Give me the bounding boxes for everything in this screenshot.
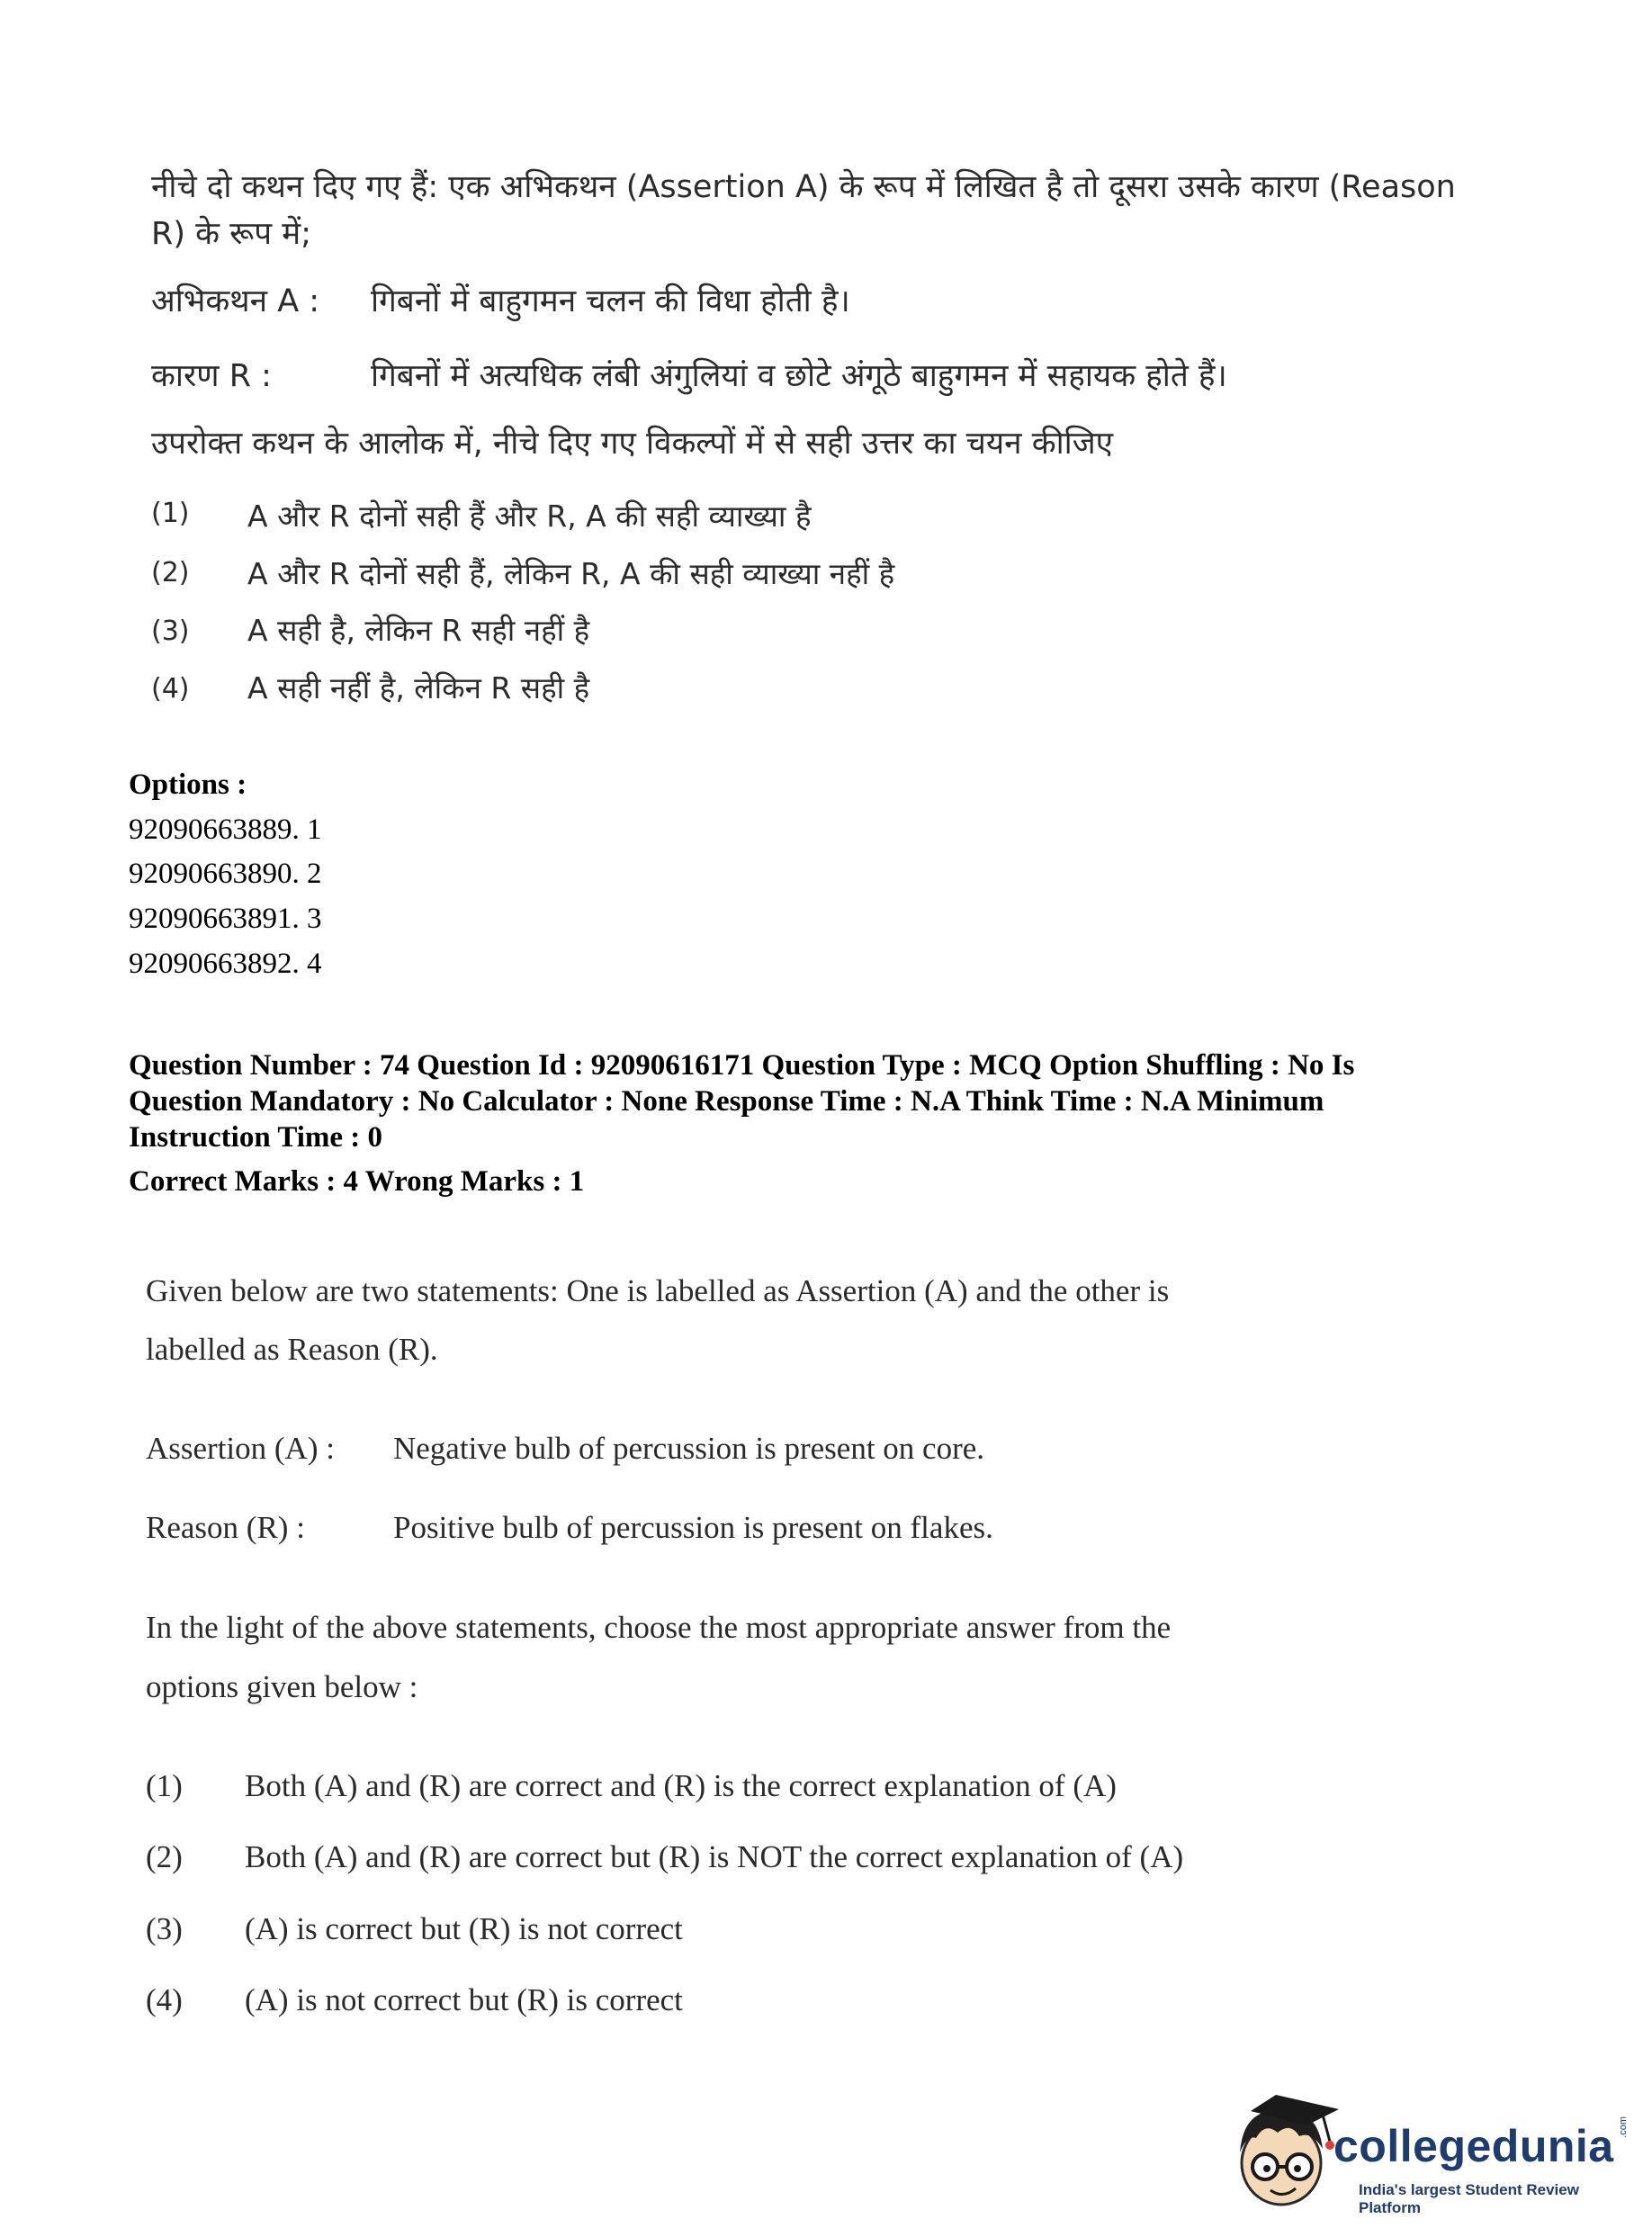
options-heading: Options :: [129, 768, 247, 801]
hindi-option-1-text: A और R दोनों सही हैं और R, A की सही व्याख्या है: [247, 499, 812, 534]
english-intro-line-2: labelled as Reason (R).: [146, 1332, 438, 1367]
english-assertion-label: Assertion (A) :: [146, 1431, 335, 1466]
hindi-assertion-text: गिबनों में बाहुगमन चलन की विधा होती है।: [371, 283, 850, 319]
hindi-option-4-number: (4): [151, 673, 190, 705]
english-option-3-number: (3): [146, 1911, 183, 1946]
english-option-2-text: Both (A) and (R) are correct but (R) is NOT the correct explanation of (A): [245, 1839, 1184, 1874]
option-id-4: 92090663892. 4: [129, 948, 322, 980]
hindi-reason-label: कारण R :: [151, 358, 272, 394]
hindi-reason-text: गिबनों में अत्यधिक लंबी अंगुलियां व छोटे अंगूठे बाहुगमन में सहायक होते हैं।: [371, 358, 1227, 394]
english-option-4-number: (4): [146, 1982, 183, 2017]
hindi-question-intro: नीचे दो कथन दिए गए हैं: एक अभिकथन (Assertion A) के रूप में लिखित है तो दूसरा उसके कारण (Reason R) के रूप में;: [151, 169, 1456, 252]
logo-tagline: India's largest Student Review Platform: [1359, 2181, 1579, 2216]
question-marks: Correct Marks : 4 Wrong Marks : 1: [129, 1165, 585, 1198]
question-meta-line-2: Question Mandatory : No Calculator : None Response Time : N.A Think Time : N.A Minimum: [129, 1085, 1324, 1118]
question-meta-line-3: Instruction Time : 0: [129, 1121, 383, 1154]
english-option-1-text: Both (A) and (R) are correct and (R) is the correct explanation of (A): [245, 1768, 1117, 1803]
english-reason-text: Positive bulb of percussion is present on flakes.: [393, 1510, 993, 1545]
hindi-option-4-text: A सही नहीं है, लेकिन R सही है: [247, 670, 590, 705]
hindi-option-2-text: A और R दोनों सही हैं, लेकिन R, A की सही व्याख्या नहीं है: [247, 556, 895, 591]
english-option-3-text: (A) is correct but (R) is not correct: [245, 1911, 683, 1946]
hindi-option-3-number: (3): [151, 615, 190, 647]
logo-wordmark: collegedunia: [1333, 2121, 1614, 2171]
english-option-4-text: (A) is not correct but (R) is correct: [245, 1982, 683, 2017]
logo-suffix: .com: [1618, 2116, 1629, 2138]
english-assertion-text: Negative bulb of percussion is present on core.: [393, 1431, 985, 1466]
english-intro-line-1: Given below are two statements: One is labelled as Assertion (A) and the other is: [146, 1273, 1170, 1308]
english-instruction-line-2: options given below :: [146, 1669, 418, 1704]
hindi-option-3-text: A सही है, लेकिन R सही नहीं है: [247, 613, 590, 648]
hindi-instruction: उपरोक्त कथन के आलोक में, नीचे दिए गए विकल्पों में से सही उत्तर का चयन कीजिए: [151, 426, 1114, 462]
english-option-1-number: (1): [146, 1768, 183, 1803]
english-option-2-number: (2): [146, 1839, 183, 1874]
option-id-1: 92090663889. 1: [129, 813, 322, 846]
hindi-option-2-number: (2): [151, 557, 190, 588]
option-id-3: 92090663891. 3: [129, 903, 322, 935]
english-instruction-line-1: In the light of the above statements, choose the most appropriate answer from the: [146, 1610, 1172, 1645]
collegedunia-logo: [1224, 2089, 1638, 2215]
option-id-2: 92090663890. 2: [129, 858, 322, 890]
question-meta-line-1: Question Number : 74 Question Id : 92090616171 Question Type : MCQ Option Shuffling : No Is: [129, 1049, 1355, 1082]
english-reason-label: Reason (R) :: [146, 1510, 305, 1545]
hindi-assertion-label: अभिकथन A :: [151, 283, 320, 319]
hindi-option-1-number: (1): [151, 498, 190, 529]
